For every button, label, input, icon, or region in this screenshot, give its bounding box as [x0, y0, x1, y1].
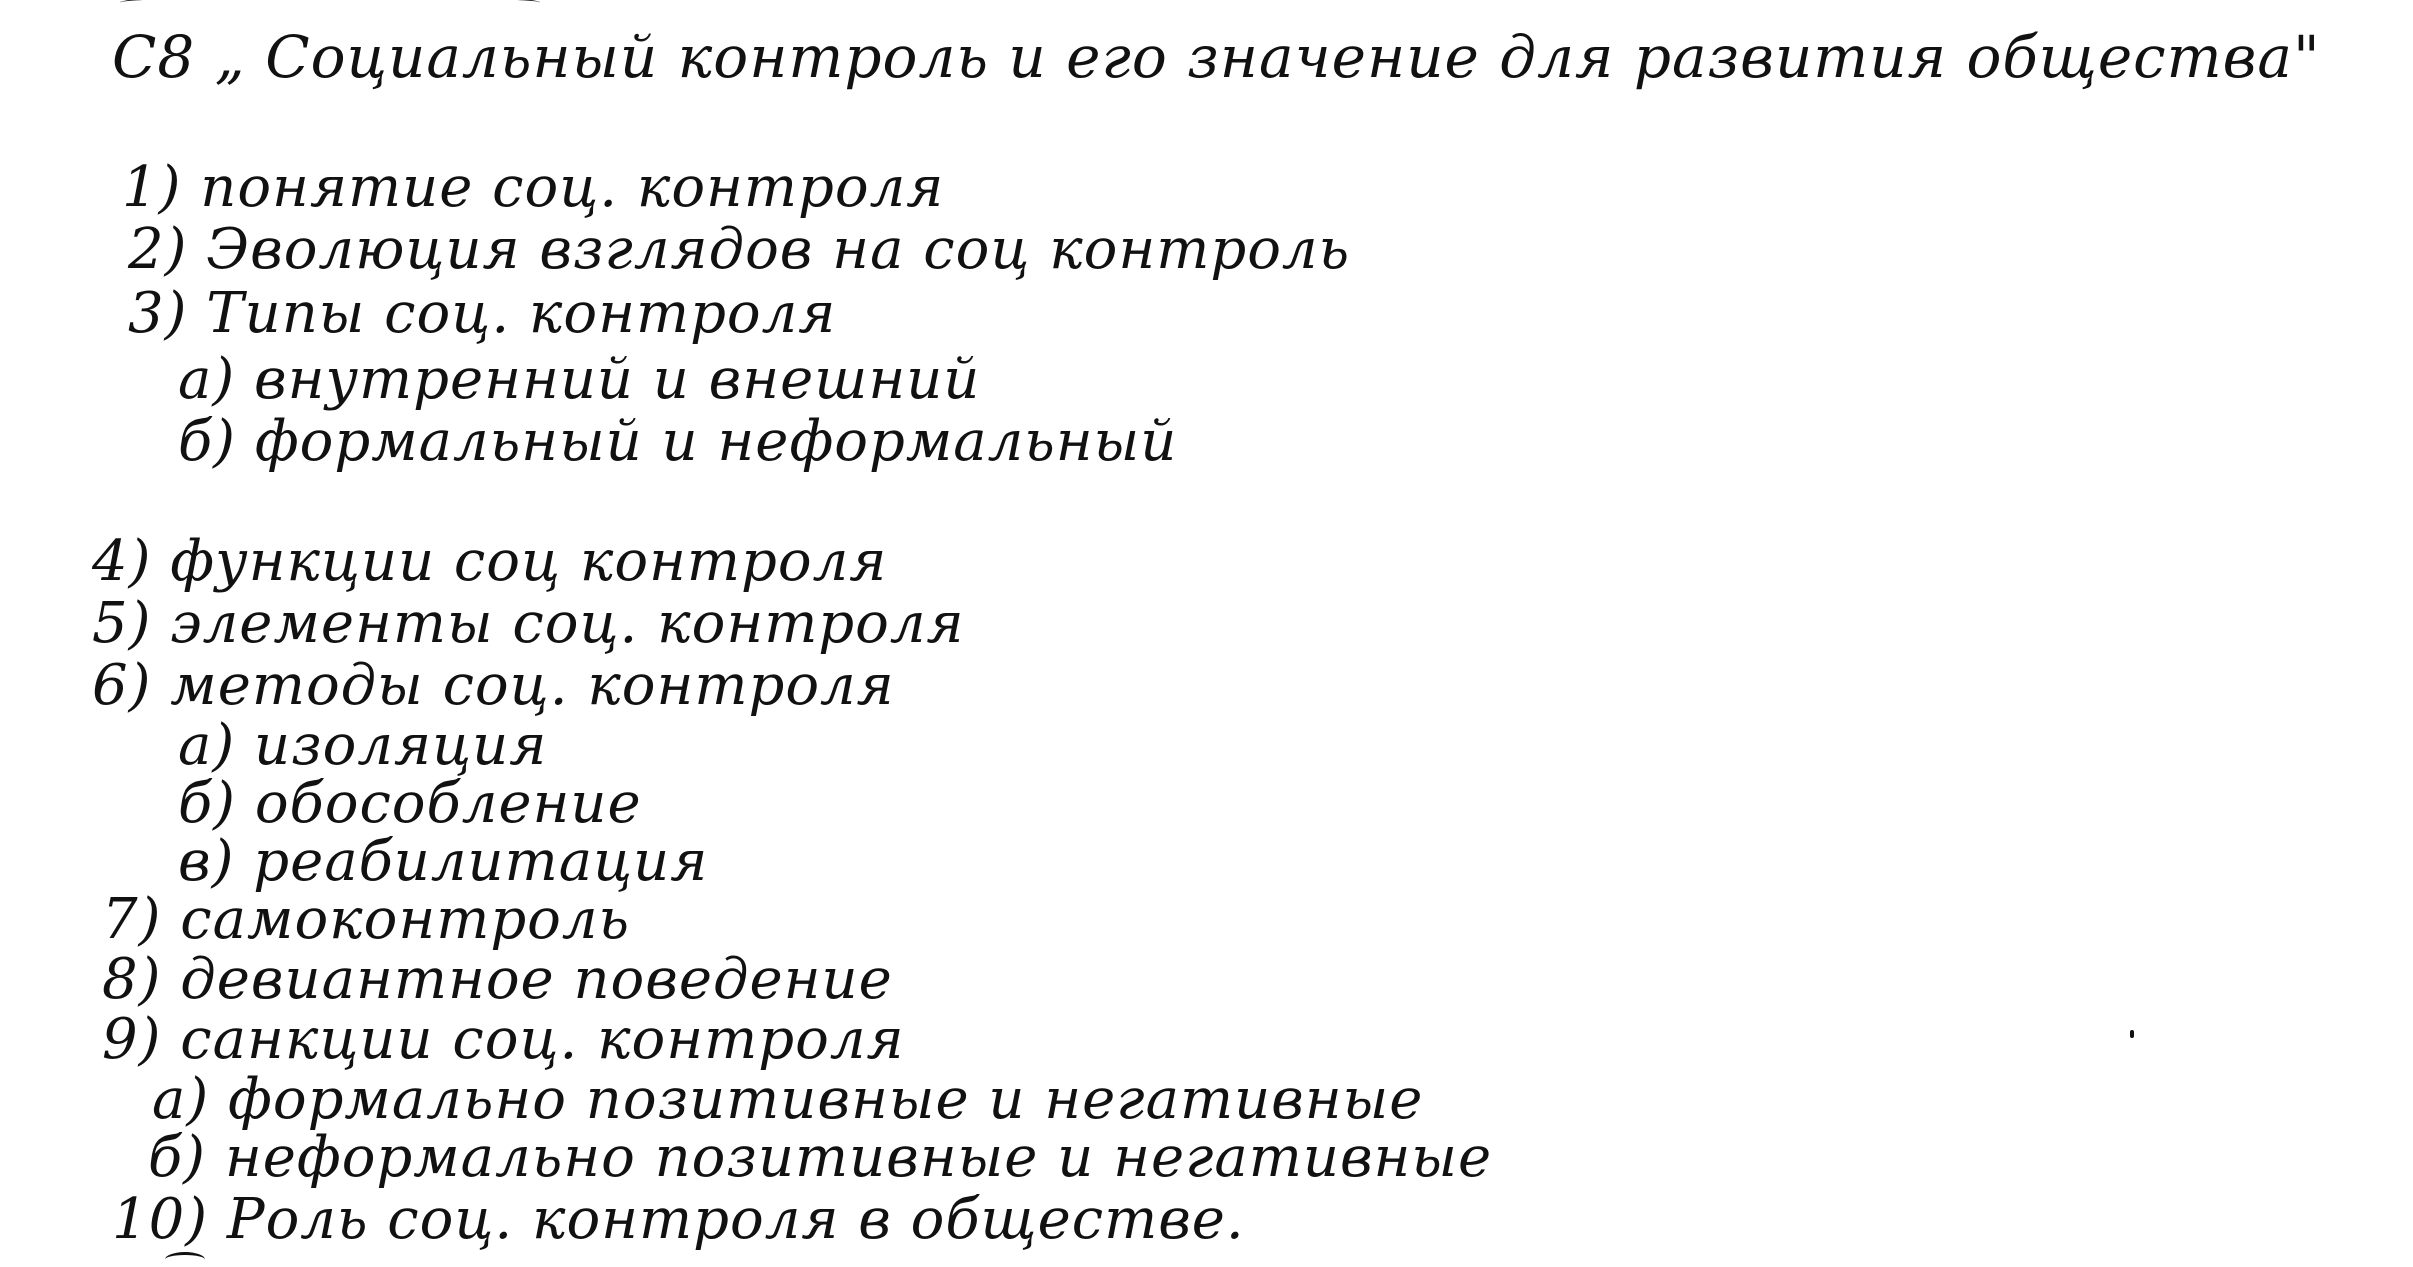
list-subitem: б) неформально позитивные и негативные — [148, 1125, 1493, 1190]
list-item: 5) элементы соц. контроля — [92, 591, 965, 656]
page-title: С8 „ Социальный контроль и его значение для развития общества" — [112, 23, 2321, 91]
list-subitem: а) изоляция — [178, 713, 548, 778]
list-subitem: в) реабилитация — [178, 829, 709, 894]
list-item: 8) девиантное поведение — [102, 947, 893, 1012]
cut-off-stroke-top — [120, 0, 540, 11]
list-item: 9) санкции соц. контроля — [102, 1007, 905, 1072]
list-subitem: а) формально позитивные и негативные — [152, 1067, 1424, 1132]
list-item: 4) функции соц контроля — [92, 529, 888, 594]
list-item: 10) Роль соц. контроля в обществе. — [112, 1187, 1245, 1252]
list-subitem: б) формальный и неформальный — [178, 409, 1178, 474]
list-item: 1) понятие соц. контроля — [122, 155, 945, 220]
list-subitem: а) внутренний и внешний — [178, 347, 981, 412]
ink-dot — [2130, 1030, 2134, 1038]
cut-off-stroke-bottom — [165, 1252, 205, 1267]
list-item: 7) самоконтроль — [102, 887, 631, 952]
list-item: 3) Типы соц. контроля — [128, 281, 837, 346]
list-item: 6) методы соц. контроля — [92, 653, 895, 718]
list-item: 2) Эволюция взглядов на соц контроль — [128, 217, 1351, 282]
list-subitem: б) обособление — [178, 771, 642, 836]
